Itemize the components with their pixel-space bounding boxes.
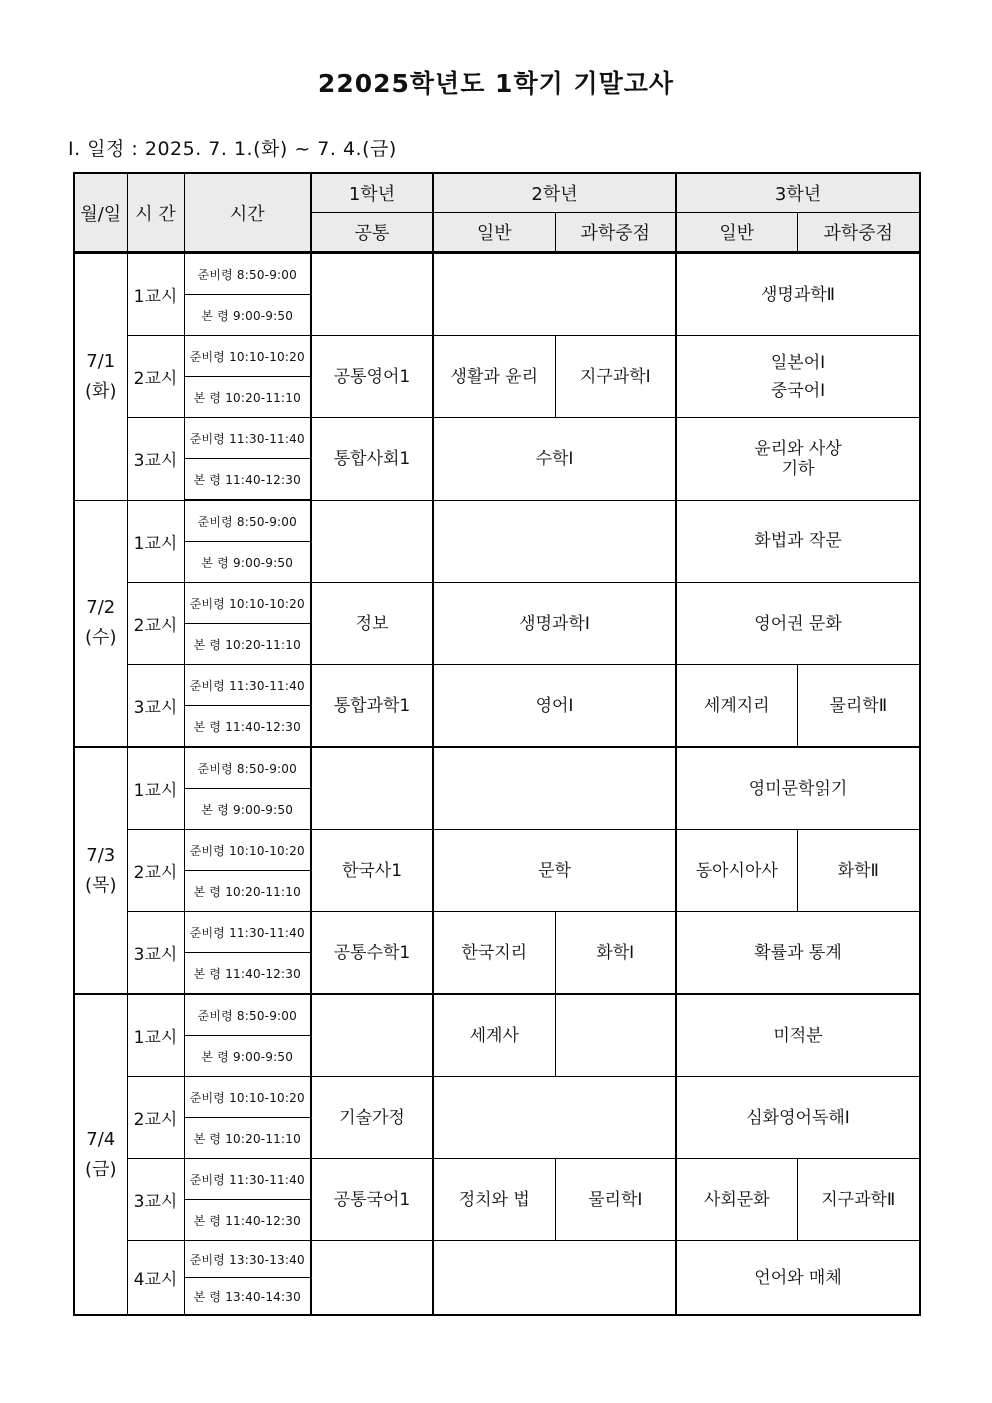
day-date: 7/1	[86, 350, 116, 372]
time-prep: 준비령 11:30-11:40	[184, 665, 311, 706]
header-g1-common: 공통	[311, 213, 433, 253]
table-row	[74, 994, 920, 1036]
exam-line: 윤리와 사상	[754, 438, 842, 459]
time-main: 본 령 11:40-12:30	[184, 953, 311, 995]
exam-cell-g1: 정보	[311, 583, 433, 665]
day-date: 7/3	[86, 844, 116, 866]
table-row	[74, 1241, 920, 1278]
table-row	[74, 830, 920, 871]
exam-cell-g1: 공통국어1	[311, 1159, 433, 1241]
period-cell: 3교시	[127, 912, 184, 995]
exam-cell-g1	[311, 1241, 433, 1316]
time-prep: 준비령 10:10-10:20	[184, 830, 311, 871]
day-date: 7/4	[86, 1128, 116, 1150]
exam-cell-g3-general: 사회문화	[676, 1159, 797, 1241]
exam-cell-g2-general: 정치와 법	[433, 1159, 555, 1241]
period-cell: 1교시	[127, 253, 184, 336]
time-main: 본 령 10:20-11:10	[184, 871, 311, 912]
day-cell	[74, 500, 127, 747]
exam-cell-g3: 영어권 문화	[676, 583, 920, 665]
exam-line: 중국어Ⅰ	[770, 380, 826, 401]
exam-cell-g3	[676, 336, 920, 418]
exam-cell-g3: 미적분	[676, 994, 920, 1077]
time-prep: 준비령 10:10-10:20	[184, 583, 311, 624]
period-cell: 1교시	[127, 747, 184, 830]
time-main: 본 령 13:40-14:30	[184, 1278, 311, 1316]
period-cell: 3교시	[127, 418, 184, 501]
header-g2-general: 일반	[433, 213, 555, 253]
table-row	[74, 1077, 920, 1118]
exam-cell-g2: 수학Ⅰ	[433, 418, 676, 501]
exam-cell-g3-general: 세계지리	[676, 665, 797, 748]
time-main: 본 령 9:00-9:50	[184, 789, 311, 830]
day-cell	[74, 994, 127, 1315]
exam-cell-g3	[676, 418, 920, 501]
day-cell	[74, 253, 127, 501]
day-weekday: (금)	[85, 1158, 117, 1180]
time-prep: 준비령 8:50-9:00	[184, 500, 311, 542]
table-row	[74, 665, 920, 706]
table-row	[74, 1159, 920, 1200]
exam-cell-g2-science: 물리학Ⅰ	[555, 1159, 676, 1241]
exam-cell-g1	[311, 500, 433, 583]
period-cell: 1교시	[127, 994, 184, 1077]
exam-cell-g2	[433, 747, 676, 830]
exam-cell-g2-science: 지구과학Ⅰ	[555, 336, 676, 418]
table-row	[74, 336, 920, 377]
time-prep: 준비령 11:30-11:40	[184, 418, 311, 459]
table-row	[74, 912, 920, 953]
exam-cell-g3-science: 지구과학Ⅱ	[797, 1159, 920, 1241]
header-g3-general: 일반	[676, 213, 797, 253]
time-main: 본 령 9:00-9:50	[184, 1036, 311, 1077]
time-prep: 준비령 8:50-9:00	[184, 994, 311, 1036]
table-row	[74, 583, 920, 624]
exam-cell-g1	[311, 747, 433, 830]
exam-cell-g2	[433, 1241, 676, 1316]
day-date: 7/2	[86, 597, 116, 619]
exam-cell-g3: 화법과 작문	[676, 500, 920, 583]
table-row	[74, 747, 920, 789]
period-cell: 2교시	[127, 1077, 184, 1159]
time-prep: 준비령 8:50-9:00	[184, 253, 311, 295]
exam-timetable	[73, 172, 921, 1316]
exam-line: 기하	[781, 458, 815, 479]
time-prep: 준비령 13:30-13:40	[184, 1241, 311, 1278]
period-cell: 1교시	[127, 500, 184, 583]
exam-cell-g2-general: 한국지리	[433, 912, 555, 995]
exam-cell-g2: 영어Ⅰ	[433, 665, 676, 748]
exam-cell-g1: 공통수학1	[311, 912, 433, 995]
time-prep: 준비령 11:30-11:40	[184, 912, 311, 953]
exam-cell-g2: 생명과학Ⅰ	[433, 583, 676, 665]
exam-cell-g1: 공통영어1	[311, 336, 433, 418]
exam-cell-g3-general: 동아시아사	[676, 830, 797, 912]
day-weekday: (수)	[85, 627, 117, 649]
time-main: 본 령 10:20-11:10	[184, 624, 311, 665]
table-row	[74, 253, 920, 295]
exam-cell-g2	[433, 1077, 676, 1159]
time-main: 본 령 11:40-12:30	[184, 706, 311, 748]
time-prep: 준비령 10:10-10:20	[184, 336, 311, 377]
time-main: 본 령 10:20-11:10	[184, 1118, 311, 1159]
period-cell: 4교시	[127, 1241, 184, 1316]
period-cell: 2교시	[127, 830, 184, 912]
exam-cell-g1	[311, 253, 433, 336]
time-prep: 준비령 10:10-10:20	[184, 1077, 311, 1118]
table-row	[74, 418, 920, 459]
exam-cell-g2: 문학	[433, 830, 676, 912]
time-prep: 준비령 8:50-9:00	[184, 747, 311, 789]
exam-cell-g1: 통합과학1	[311, 665, 433, 748]
exam-cell-g2-science: 화학Ⅰ	[555, 912, 676, 995]
time-main: 본 령 9:00-9:50	[184, 542, 311, 583]
table-row	[74, 500, 920, 542]
exam-cell-g3: 확률과 통계	[676, 912, 920, 995]
time-main: 본 령 11:40-12:30	[184, 1200, 311, 1241]
time-main: 본 령 10:20-11:10	[184, 377, 311, 418]
period-cell: 3교시	[127, 665, 184, 748]
exam-cell-g3-science: 화학Ⅱ	[797, 830, 920, 912]
exam-cell-g1: 한국사1	[311, 830, 433, 912]
header-grade2: 2학년	[433, 173, 676, 213]
exam-cell-g2-science	[555, 994, 676, 1077]
header-g3-science: 과학중점	[797, 213, 920, 253]
exam-cell-g1: 통합사회1	[311, 418, 433, 501]
exam-cell-g1: 기술가정	[311, 1077, 433, 1159]
time-prep: 준비령 11:30-11:40	[184, 1159, 311, 1200]
period-cell: 2교시	[127, 583, 184, 665]
page-title: 22025학년도 1학기 기말고사	[317, 69, 675, 98]
exam-cell-g3: 생명과학Ⅱ	[676, 253, 920, 336]
exam-cell-g2-general: 생활과 윤리	[433, 336, 555, 418]
exam-cell-g3-science: 물리학Ⅱ	[797, 665, 920, 748]
header-g2-science: 과학중점	[555, 213, 676, 253]
exam-cell-g2	[433, 253, 676, 336]
header-grade3: 3학년	[676, 173, 920, 213]
header-period: 시 간	[127, 173, 184, 253]
exam-cell-g3: 영미문학읽기	[676, 747, 920, 830]
header-grade1: 1학년	[311, 173, 433, 213]
exam-cell-g2-general: 세계사	[433, 994, 555, 1077]
exam-line: 일본어Ⅰ	[770, 352, 826, 373]
exam-cell-g1	[311, 994, 433, 1077]
schedule-line: Ⅰ. 일정 : 2025. 7. 1.(화) ~ 7. 4.(금)	[68, 138, 397, 160]
day-weekday: (화)	[85, 380, 117, 402]
header-date: 월/일	[74, 173, 127, 253]
exam-cell-g3: 언어와 매체	[676, 1241, 920, 1316]
time-main: 본 령 9:00-9:50	[184, 295, 311, 336]
header-time: 시간	[184, 173, 311, 253]
day-cell	[74, 747, 127, 994]
period-cell: 2교시	[127, 336, 184, 418]
day-weekday: (목)	[85, 874, 117, 896]
period-cell: 3교시	[127, 1159, 184, 1241]
exam-cell-g3: 심화영어독해Ⅰ	[676, 1077, 920, 1159]
exam-cell-g2	[433, 500, 676, 583]
time-main: 본 령 11:40-12:30	[184, 459, 311, 501]
